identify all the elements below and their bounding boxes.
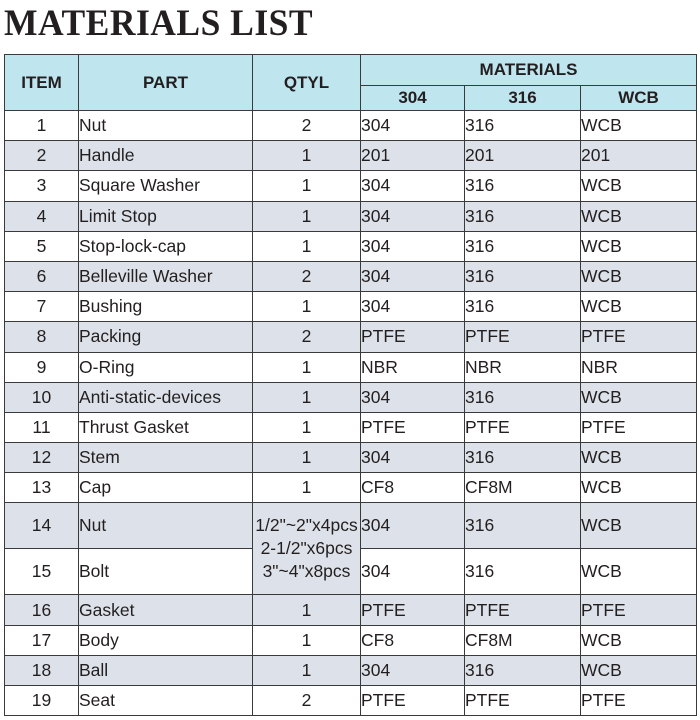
quantity: 1 [253, 292, 361, 322]
table-row [5, 595, 697, 625]
item-number: 12 [5, 443, 79, 473]
material-304: 304 [361, 261, 465, 291]
material-316: 316 [465, 171, 581, 201]
table-row [5, 141, 697, 171]
item-number: 17 [5, 625, 79, 655]
material-wcb: WCB [581, 171, 697, 201]
material-304: 304 [361, 549, 465, 595]
part-name: Ball [79, 655, 253, 685]
table-row [5, 503, 697, 549]
material-wcb: WCB [581, 111, 697, 141]
material-304: 304 [361, 292, 465, 322]
material-wcb: WCB [581, 473, 697, 503]
material-wcb: WCB [581, 201, 697, 231]
quantity: 1 [253, 231, 361, 261]
material-316: PTFE [465, 686, 581, 716]
table-row [5, 655, 697, 685]
part-name: Bushing [79, 292, 253, 322]
material-wcb: WCB [581, 503, 697, 549]
part-name: Gasket [79, 595, 253, 625]
material-316: 316 [465, 443, 581, 473]
quantity: 2 [253, 111, 361, 141]
item-number: 11 [5, 412, 79, 442]
quantity: 1 [253, 412, 361, 442]
material-304: 304 [361, 382, 465, 412]
material-316: CF8M [465, 473, 581, 503]
part-name: Stop-lock-cap [79, 231, 253, 261]
material-wcb: WCB [581, 382, 697, 412]
material-304: 304 [361, 655, 465, 685]
item-number: 15 [5, 549, 79, 595]
material-wcb: WCB [581, 231, 697, 261]
quantity: 1 [253, 443, 361, 473]
part-name: Square Washer [79, 171, 253, 201]
material-316: PTFE [465, 412, 581, 442]
part-name: Packing [79, 322, 253, 352]
material-wcb: WCB [581, 443, 697, 473]
material-316: CF8M [465, 625, 581, 655]
material-316: 316 [465, 201, 581, 231]
material-304: PTFE [361, 322, 465, 352]
part-name: O-Ring [79, 352, 253, 382]
material-304: 304 [361, 443, 465, 473]
material-304: 304 [361, 111, 465, 141]
item-number: 7 [5, 292, 79, 322]
part-name: Limit Stop [79, 201, 253, 231]
material-316: 316 [465, 231, 581, 261]
material-wcb: NBR [581, 352, 697, 382]
quantity: 1 [253, 473, 361, 503]
table-row [5, 322, 697, 352]
item-number: 13 [5, 473, 79, 503]
table-row [5, 412, 697, 442]
part-name: Thrust Gasket [79, 412, 253, 442]
material-wcb: PTFE [581, 322, 697, 352]
part-name: Nut [79, 111, 253, 141]
material-wcb: 201 [581, 141, 697, 171]
table-row [5, 261, 697, 291]
material-316: 316 [465, 292, 581, 322]
material-304: NBR [361, 352, 465, 382]
material-316: 201 [465, 141, 581, 171]
table-row [5, 352, 697, 382]
header-item: ITEM [5, 55, 79, 111]
table-row [5, 443, 697, 473]
part-name: Body [79, 625, 253, 655]
quantity: 1 [253, 201, 361, 231]
part-name: Nut [79, 503, 253, 549]
quantity: 1 [253, 655, 361, 685]
item-number: 2 [5, 141, 79, 171]
quantity: 2 [253, 261, 361, 291]
table-row [5, 473, 697, 503]
table-row [5, 201, 697, 231]
material-304: 304 [361, 171, 465, 201]
item-number: 4 [5, 201, 79, 231]
part-name: Seat [79, 686, 253, 716]
table-row [5, 111, 697, 141]
bolt-spec-line: 2-1/2"x6pcs [260, 538, 353, 559]
material-316: 316 [465, 261, 581, 291]
item-number: 18 [5, 655, 79, 685]
quantity: 1 [253, 595, 361, 625]
material-wcb: WCB [581, 655, 697, 685]
material-316: 316 [465, 549, 581, 595]
material-wcb: WCB [581, 292, 697, 322]
page-title: MATERIALS LIST [4, 3, 314, 44]
part-name: Bolt [79, 549, 253, 595]
header-part: PART [79, 55, 253, 111]
material-wcb: WCB [581, 261, 697, 291]
table-row [5, 171, 697, 201]
material-304: PTFE [361, 412, 465, 442]
item-number: 16 [5, 595, 79, 625]
part-name: Anti-static-devices [79, 382, 253, 412]
part-name: Handle [79, 141, 253, 171]
part-name: Belleville Washer [79, 261, 253, 291]
item-number: 19 [5, 686, 79, 716]
quantity: 1 [253, 171, 361, 201]
quantity: 1 [253, 141, 361, 171]
material-wcb: PTFE [581, 595, 697, 625]
material-304: 201 [361, 141, 465, 171]
header-material-316: 316 [465, 86, 581, 111]
material-wcb: PTFE [581, 686, 697, 716]
material-316: 316 [465, 382, 581, 412]
material-wcb: WCB [581, 625, 697, 655]
table-row [5, 382, 697, 412]
item-number: 1 [5, 111, 79, 141]
material-316: 316 [465, 503, 581, 549]
table-row [5, 686, 697, 716]
material-304: 304 [361, 201, 465, 231]
table-row [5, 231, 697, 261]
material-304: CF8 [361, 473, 465, 503]
item-number: 8 [5, 322, 79, 352]
header-qty: QTYL [253, 55, 361, 111]
bolt-spec-line: 1/2"~2"x4pcs [255, 515, 358, 536]
header-materials: MATERIALS [361, 55, 697, 86]
part-name: Cap [79, 473, 253, 503]
item-number: 10 [5, 382, 79, 412]
material-304: 304 [361, 231, 465, 261]
material-304: 304 [361, 503, 465, 549]
header-material-wcb: WCB [581, 86, 697, 111]
table-row [5, 292, 697, 322]
quantity: 2 [253, 322, 361, 352]
header-material-304: 304 [361, 86, 465, 111]
material-304: PTFE [361, 595, 465, 625]
material-304: CF8 [361, 625, 465, 655]
item-number: 6 [5, 261, 79, 291]
quantity: 1 [253, 625, 361, 655]
material-304: PTFE [361, 686, 465, 716]
material-wcb: WCB [581, 549, 697, 595]
item-number: 14 [5, 503, 79, 549]
bolt-spec-line: 3"~4"x8pcs [262, 561, 351, 582]
material-316: PTFE [465, 322, 581, 352]
quantity: 1 [253, 352, 361, 382]
part-name: Stem [79, 443, 253, 473]
material-316: 316 [465, 111, 581, 141]
quantity: 1 [253, 382, 361, 412]
quantity: 2 [253, 686, 361, 716]
item-number: 5 [5, 231, 79, 261]
bolt-quantity-spec [253, 503, 361, 595]
material-wcb: PTFE [581, 412, 697, 442]
materials-table [4, 54, 697, 716]
item-number: 9 [5, 352, 79, 382]
table-row [5, 625, 697, 655]
material-316: PTFE [465, 595, 581, 625]
item-number: 3 [5, 171, 79, 201]
material-316: NBR [465, 352, 581, 382]
material-316: 316 [465, 655, 581, 685]
